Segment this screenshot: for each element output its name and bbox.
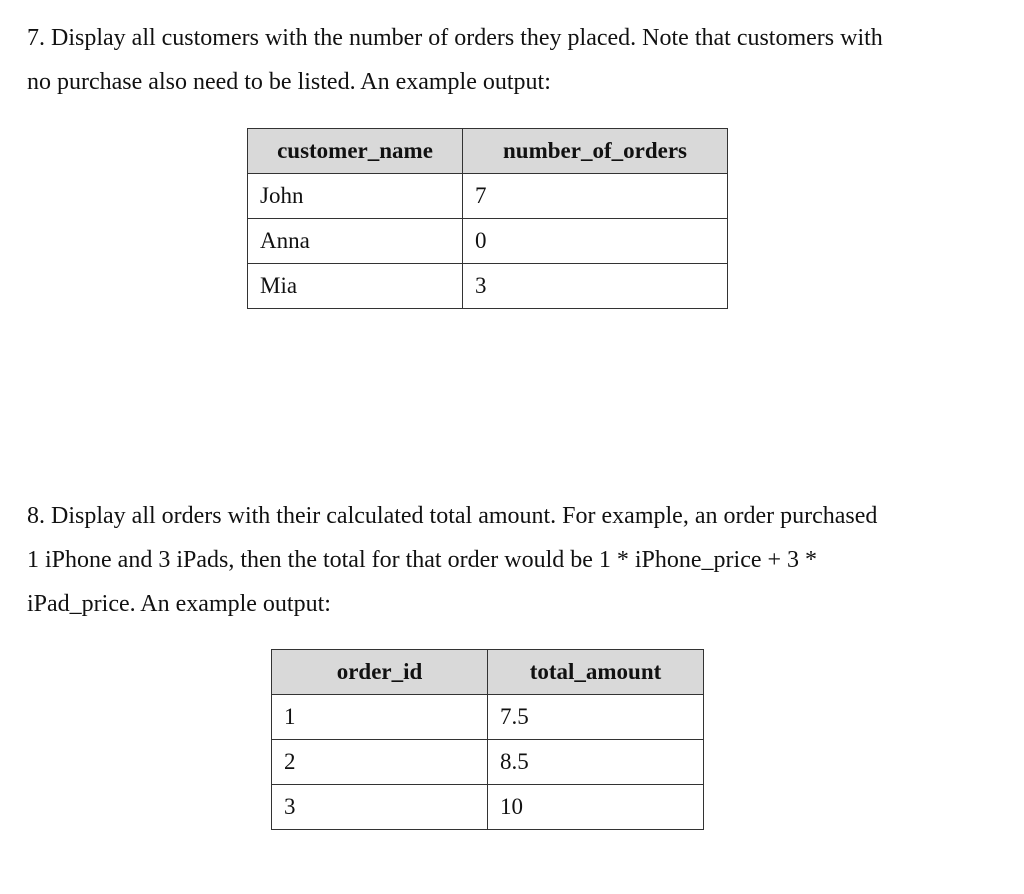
column-header-total-amount: total_amount [488,650,704,695]
table-cell: 8.5 [488,740,704,785]
question-8-line: 1 iPhone and 3 iPads, then the total for that order would be 1 * iPhone_price + 3 * [27,547,818,573]
table-row [272,740,704,785]
order-totals-example-table [271,649,704,830]
question-8-text [27,494,877,626]
table-cell: 2 [272,740,488,785]
table-cell: John [248,174,463,219]
table-cell: 7 [463,174,728,219]
table-row [272,695,704,740]
table-cell: 1 [272,695,488,740]
table-row [248,219,728,264]
table-cell: 0 [463,219,728,264]
table-cell: 3 [272,785,488,830]
table-header-row [248,129,728,174]
column-header-customer-name: customer_name [248,129,463,174]
table-cell: 7.5 [488,695,704,740]
question-7-text [27,16,883,104]
customer-orders-example-table [247,128,728,309]
table-row [248,264,728,309]
table-header-row [272,650,704,695]
table-cell: Anna [248,219,463,264]
question-7-line: no purchase also need to be listed. An example output: [27,69,551,95]
column-header-number-of-orders: number_of_orders [463,129,728,174]
column-header-order-id: order_id [272,650,488,695]
question-8-line: 8. Display all orders with their calculated total amount. For example, an order purchased [27,503,878,529]
table-row [248,174,728,219]
table-cell: 3 [463,264,728,309]
table-cell: Mia [248,264,463,309]
question-7-line: 7. Display all customers with the number of orders they placed. Note that customers with [27,25,883,51]
table-row [272,785,704,830]
table-cell: 10 [488,785,704,830]
question-8-line: iPad_price. An example output: [27,591,331,617]
